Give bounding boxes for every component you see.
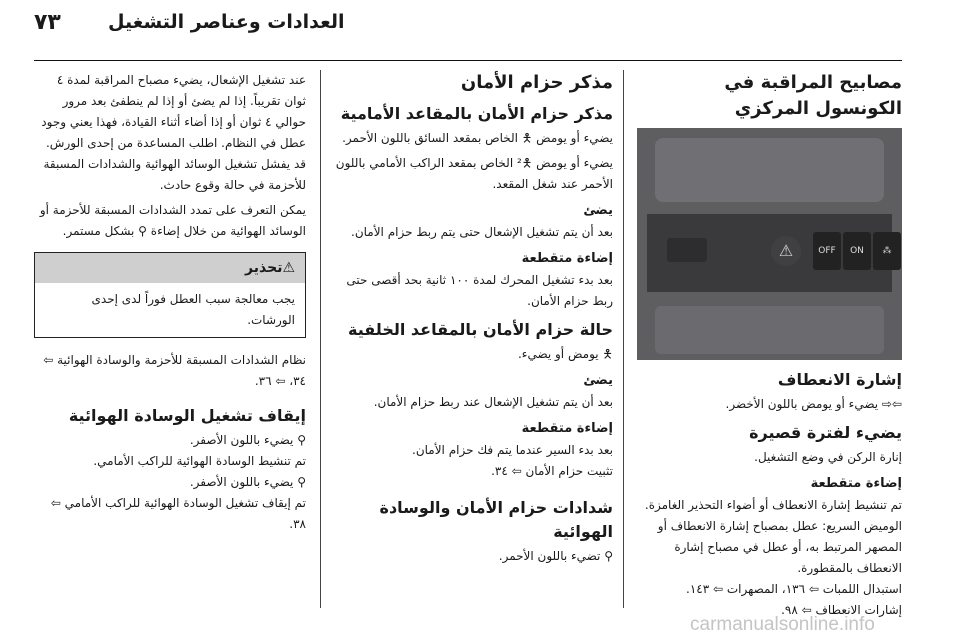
airbag-deactivation-heading: إيقاف تشغيل الوسادة الهوائية [68, 406, 306, 425]
airbag-intro-text: عند تشغيل الإشعال، يضيء مصباح المراقبة لمدة ٤ ثوان تقريباً. إذا لم يضئ أو إذا لم ينطفئ بعد مرور حوالي ٤ ثوان أو إذا أضاء أثناء القيادة، فهذا يعني وجود عطل في النظام. اطلب المساعدة من إحدى الورش. قد يفشل تشغيل الوسائد الهوائية والشدادات المسبقة للأحزمة في حالة وقوع حادث. [41, 73, 306, 192]
seatbelt-button: ⁂ [873, 232, 901, 270]
rear-intro-text: 🯅 يومض أو يضيء. [517, 347, 613, 361]
hazard-icon: ⚠ [771, 236, 801, 266]
column-divider-right [623, 70, 624, 608]
bulb-fuse-ref: استبدال اللمبات ⇦ ١٣٦، المصهرات ⇦ ١٤٣. [686, 582, 902, 596]
seatbelt-reminder-title: مذكر حزام الأمان [460, 72, 613, 93]
front-flash-label: إضاءة متقطعة [521, 251, 613, 266]
column-left [34, 70, 306, 535]
deact-text-1: ⚲ يضيء باللون الأصفر. [189, 433, 306, 447]
rear-flash-text: بعد بدء السير عندما يتم فك حزام الأمان. [412, 443, 613, 457]
front-passenger-text: يضيء أو يومض 🯅² الخاص بمقعد الراكب الأمامي باللون الأحمر عند شغل المقعد. [335, 156, 613, 191]
section-title-console-lamps: مصابيح المراقبة في الكونسول المركزي [724, 72, 902, 119]
flashing-heading: إضاءة متقطعة [810, 476, 902, 491]
deact-text-2: تم تنشيط الوسادة الهوائية للراكب الأمامي. [93, 454, 306, 468]
warning-text: يجب معالجة سبب العطل فوراً لدى إحدى الورشات. [91, 292, 295, 327]
short-light-heading: يضيء لفترة قصيرة [749, 423, 902, 442]
warning-title: ⚠تحذير [35, 253, 305, 283]
front-driver-text: يضيء أو يومض 🯅 الخاص بمقعد السائق باللون الأحمر. [342, 131, 613, 145]
turn-signal-ref: إشارات الانعطاف ⇦ ٩٨. [781, 603, 902, 617]
column-divider-left [320, 70, 321, 608]
page-number: ٧٣ [34, 10, 61, 35]
rear-lights-label: يضئ [583, 373, 613, 388]
front-lights-label: يضئ [583, 203, 613, 218]
front-flash-text: بعد بدء تشغيل المحرك لمدة ١٠٠ ثانية بحد أقصى حتى ربط حزام الأمان. [346, 273, 613, 308]
front-seatbelt-heading: مذكر حزام الأمان بالمقاعد الأمامية [340, 104, 613, 123]
column-middle [335, 70, 613, 567]
seatbelt-ref: تثبيت حزام الأمان ⇦ ٣٤. [491, 464, 613, 478]
deact-text-3: ⚲ يضيء باللون الأصفر. [189, 475, 306, 489]
front-lights-text: بعد أن يتم تشغيل الإشعال حتى يتم ربط حزام الأمان. [351, 225, 613, 239]
console-upper-panel [655, 138, 884, 202]
deact-text-4: تم إيقاف تشغيل الوسادة الهوائية للراكب الأمامي ⇦ ٣٨. [50, 496, 306, 531]
header-rule [34, 60, 902, 61]
watermark: carmanualsonline.info [690, 614, 875, 635]
column-right [637, 70, 902, 621]
airbag-off-button: OFF [813, 232, 841, 270]
airbag-pretensioner-heading: شدادات حزام الأمان والوسادة الهوائية [379, 498, 613, 541]
flashing-text-2: الوميض السريع: عطل بمصباح إشارة الانعطاف أو المصهر المرتبط به، أو عطل في مصباح إشارة الانعطاف بالمقطورة. [657, 519, 902, 575]
console-photo [637, 128, 902, 360]
warning-box [34, 252, 306, 338]
console-left-switch [667, 238, 707, 262]
turn-signal-text: ⇦⇨ يضيء أو يومض باللون الأخضر. [725, 397, 902, 411]
airbag-on-button: ON [843, 232, 871, 270]
console-lower-panel [655, 306, 884, 354]
page-header [0, 0, 960, 44]
airbag-deploy-text: يمكن التعرف على تمدد الشدادات المسبقة للأحزمة أو الوسائد الهوائية من خلال إضاءة ⚲ بشكل مستمر. [39, 203, 306, 238]
rear-seatbelt-heading: حالة حزام الأمان بالمقاعد الخلفية [348, 320, 613, 339]
rear-lights-text: بعد أن يتم تشغيل الإشعال عند ربط حزام الأمان. [373, 395, 613, 409]
airbag-pretensioner-text: ⚲ تضيء باللون الأحمر. [498, 549, 613, 563]
turn-signal-heading: إشارة الانعطاف [777, 370, 902, 389]
rear-flash-label: إضاءة متقطعة [521, 421, 613, 436]
chapter-title: العدادات وعناصر التشغيل [108, 11, 345, 33]
short-light-text: إنارة الركن في وضع التشغيل. [754, 450, 902, 464]
airbag-system-ref: نظام الشدادات المسبقة للأحزمة والوسادة الهوائية ⇦ ٣٤، ⇦ ٣٦. [43, 353, 306, 388]
flashing-text-1: تم تنشيط إشارة الانعطاف أو أضواء التحذير الغامزة. [644, 498, 902, 512]
